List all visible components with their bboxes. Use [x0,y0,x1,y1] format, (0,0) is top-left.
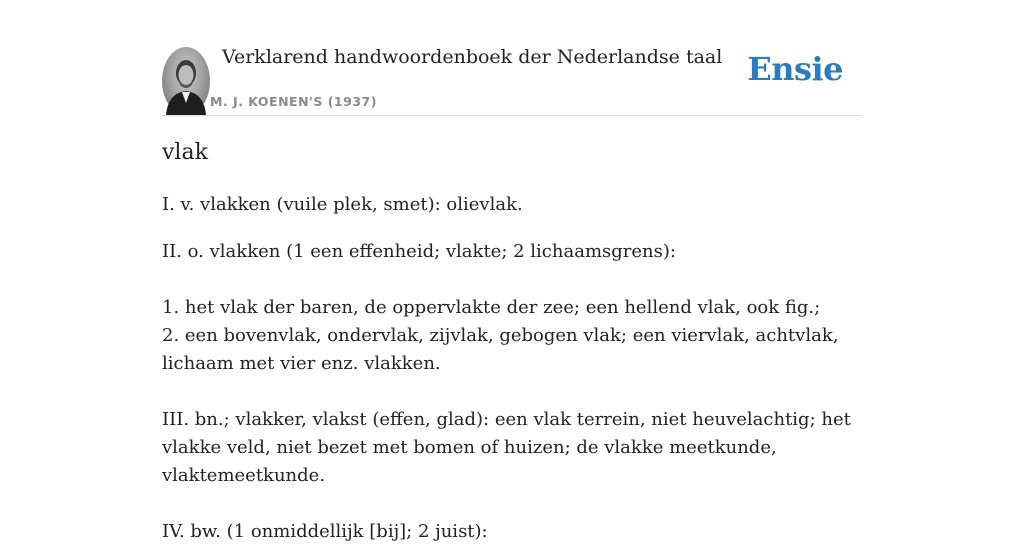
portrait-icon [162,47,210,115]
spacer [162,378,862,406]
spacer [162,490,862,518]
sense-4-intro: IV. bw. (1 onmiddellijk [bij]; 2 juist): [162,521,488,542]
sense-2-sub-1: 1. het vlak der baren, de oppervlakte der zee; een hellend vlak, ook fig.; [162,297,821,318]
spacer [162,266,862,294]
sense-1: I. v. vlakken (vuile plek, smet): olievlak. [162,194,523,215]
book-title: Verklarend handwoordenboek der Nederlandse taal [222,46,723,68]
sense-2-intro: II. o. vlakken (1 een effenheid; vlakte; 2 lichaamsgrens): [162,241,676,262]
sense-3: III. bn.; vlakker, vlakst (effen, glad): een vlak terrein, niet heuvelachtig; het vlakke veld, niet bezet met bomen of huizen; de vlakke meetkunde, vlaktemeetkunde. [162,409,851,486]
author-label: M. J. KOENEN'S (1937) [210,94,377,109]
sense-2-sub-2: 2. een bovenvlak, ondervlak, zijvlak, gebogen vlak; een viervlak, achtvlak, lichaam met vier enz. vlakken. [162,325,839,374]
brand-logo[interactable]: Ensie [747,50,843,88]
page [162,0,862,542]
entry-body [162,191,862,546]
header [162,0,862,116]
headword: vlak [162,140,208,165]
